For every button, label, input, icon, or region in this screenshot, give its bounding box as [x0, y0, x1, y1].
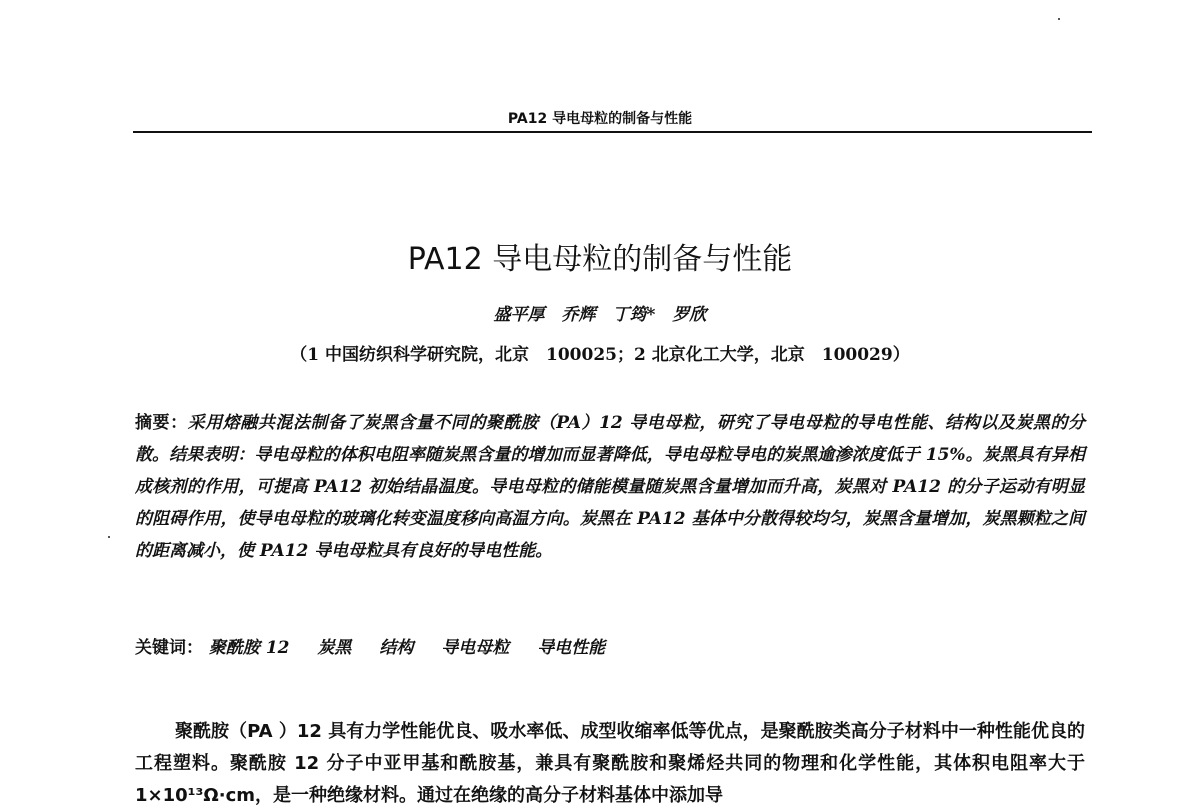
keyword: 导电母粒	[441, 638, 510, 658]
abstract-label: 摘要：	[135, 413, 188, 433]
keyword: 炭黑	[317, 638, 352, 658]
header-rule	[133, 131, 1092, 133]
keywords-label: 关键词：	[135, 638, 203, 658]
paper-title: PA12 导电母粒的制备与性能	[407, 242, 793, 277]
keywords	[135, 633, 1085, 658]
affiliation: （1 中国纺织科学研究院，北京 100025；2 北京化工大学，北京 100029）	[290, 345, 910, 365]
scan-speck-top	[1058, 18, 1060, 20]
body-paragraph: 聚酰胺（PA ）12 具有力学性能优良、吸水率低、成型收缩率低等优点，是聚酰胺类高分子材料中一种性能优良的工程塑料。聚酰胺 12 分子中亚甲基和酰胺基，兼具有聚酰胺和聚烯烃共同的物理和化学性能，其体积电阻率大于 1×10¹³Ω·cm，是一种绝缘材料。通过在绝缘的高分子材料基体中添加导	[135, 721, 1085, 806]
abstract-text: 采用熔融共混法制备了炭黑含量不同的聚酰胺（PA）12 导电母粒，研究了导电母粒的导电性能、结构以及炭黑的分散。结果表明：导电母粒的体积电阻率随炭黑含量的增加而显著降低，导电母粒导电的炭黑逾渗浓度低于 15%。炭黑具有异相成核剂的作用，可提高 PA12 初始结晶温度。导电母粒的储能模量随炭黑含量增加而升高，炭黑对 PA12 的分子运动有明显的阻碍作用，使导电母粒的玻璃化转变温度移向高温方向。炭黑在 PA12 基体中分散得较均匀，炭黑含量增加，炭黑颗粒之间的距离减小，使 PA12 导电母粒具有良好的导电性能。	[135, 413, 1085, 561]
keyword: 聚酰胺 12	[208, 638, 290, 658]
abstract	[135, 407, 1085, 567]
author-list: 盛平厚 乔辉 丁筠* 罗欣	[493, 305, 707, 325]
keyword: 结构	[379, 638, 414, 658]
scan-speck-left	[108, 536, 110, 538]
running-header: PA12 导电母粒的制备与性能	[507, 111, 693, 127]
keyword: 导电性能	[537, 638, 606, 658]
